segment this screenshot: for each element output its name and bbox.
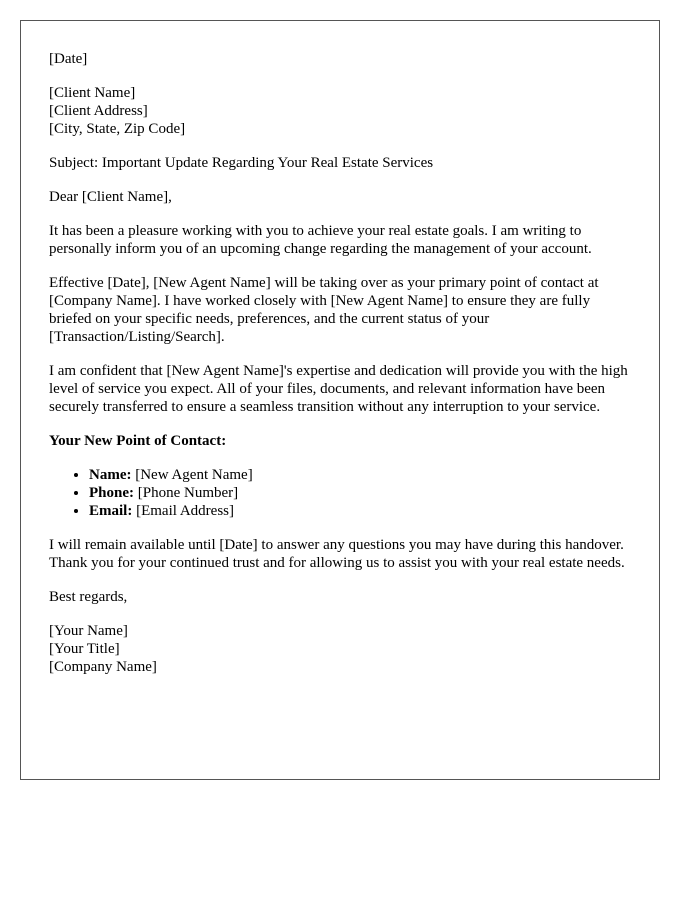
recipient-address: [Client Address] xyxy=(49,103,148,119)
contact-heading: Your New Point of Contact: xyxy=(49,433,227,449)
letter-closing: Best regards, xyxy=(49,589,128,605)
body-paragraph-transition: Effective [Date], [New Agent Name] will be taking over as your primary point of contact at [Company Name]. I have worked closely with [New Agent Name] to ensure they are fully briefed on your specific needs, preferences, and the current status of your [Transaction/Listing/Search]. xyxy=(49,275,599,345)
contact-item-phone xyxy=(89,484,631,502)
letter-subject: Subject: Important Update Regarding Your Real Estate Services xyxy=(49,155,434,171)
signature-title: [Your Title] xyxy=(49,641,120,657)
signature-company: [Company Name] xyxy=(49,659,157,675)
contact-value: [Email Address] xyxy=(132,503,234,519)
contact-item-name xyxy=(89,466,631,484)
body-paragraph-assurance: I am confident that [New Agent Name]'s expertise and dedication will provide you with the high level of service you expect. All of your files, documents, and relevant information have been securely transferred to ensure a seamless transition without any interruption to your service. xyxy=(49,363,628,415)
recipient-city-state-zip: [City, State, Zip Code] xyxy=(49,121,186,137)
contact-label: Phone: xyxy=(89,485,134,501)
recipient-block xyxy=(49,84,631,138)
contact-item-email xyxy=(89,502,631,520)
letter-salutation: Dear [Client Name], xyxy=(49,189,172,205)
signature-name: [Your Name] xyxy=(49,623,128,639)
letter-date: [Date] xyxy=(49,51,88,67)
recipient-name: [Client Name] xyxy=(49,85,136,101)
contact-label: Name: xyxy=(89,467,132,483)
contact-value: [New Agent Name] xyxy=(131,467,253,483)
body-paragraph-intro: It has been a pleasure working with you to achieve your real estate goals. I am writing to personally inform you of an upcoming change regarding the management of your account. xyxy=(49,223,592,257)
contact-value: [Phone Number] xyxy=(134,485,239,501)
body-paragraph-closing: I will remain available until [Date] to answer any questions you may have during this handover. Thank you for your continued trust and for allowing us to assist you with your real estate needs. xyxy=(49,537,625,571)
signature-block xyxy=(49,622,631,676)
letter-page xyxy=(20,20,660,780)
contact-list xyxy=(49,466,631,520)
contact-label: Email: xyxy=(89,503,133,519)
